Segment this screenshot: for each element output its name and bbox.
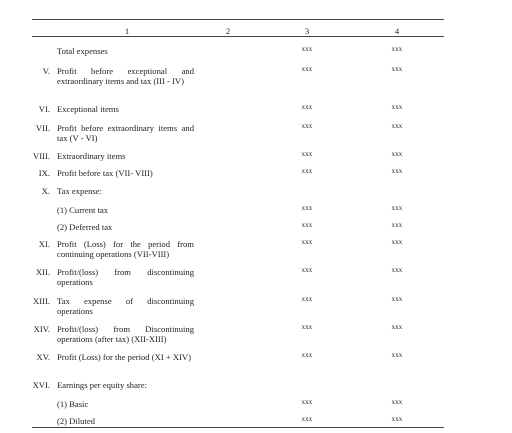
col3-value: xxx [301,66,313,73]
row-number: XIV. [33,324,50,334]
row-number: X. [41,186,50,196]
bottom-rule [32,427,444,428]
row-label: Profit before exceptional and extraordinary items and tax (III - IV) [57,66,194,86]
row-label: Exceptional items [57,104,119,114]
row-label: Profit/(loss) from discontinuing operations [57,267,194,287]
col4-value: xxx [391,399,403,406]
col4-value: xxx [391,151,403,158]
row-label: Profit (Loss) for the period (XI + XIV) [57,352,191,362]
row-number: XIII. [33,296,50,306]
col3-value: xxx [301,205,313,212]
col4-value: xxx [391,352,403,359]
col3-value: xxx [301,151,313,158]
row-number: V. [42,66,50,76]
row-number: XV. [36,352,50,362]
row-label: Profit/(loss) from Discontinuing operations (after tax) (XII-XIII) [57,324,194,344]
col3-value: xxx [301,267,313,274]
row-label: Extraordinary items [57,151,126,161]
col4-value: xxx [391,104,403,111]
col4-value: xxx [391,296,403,303]
col-header-1: 1 [124,26,130,36]
top-rule [32,19,444,20]
col3-value: xxx [301,324,313,331]
col3-value: xxx [301,296,313,303]
row-label: Tax expense: [57,186,102,196]
col3-value: xxx [301,104,313,111]
col4-value: xxx [391,205,403,212]
row-label: Total expenses [57,46,108,56]
col4-value: xxx [391,46,403,53]
row-number: VIII. [33,151,50,161]
row-label: (2) Deferred tax [57,222,113,232]
row-label: Earnings per equity share: [57,380,147,390]
col3-value: xxx [301,123,313,130]
col-header-2: 2 [225,26,231,36]
col3-value: xxx [301,222,313,229]
row-label: (1) Basic [57,399,89,409]
col3-value: xxx [301,416,313,423]
row-number: XII. [35,267,50,277]
row-number: IX. [38,168,50,178]
col3-value: xxx [301,168,313,175]
col4-value: xxx [391,168,403,175]
col4-value: xxx [391,239,403,246]
col4-value: xxx [391,123,403,130]
col3-value: xxx [301,399,313,406]
row-label: Profit before extraordinary items and tax (V - VI) [57,123,194,143]
col3-value: xxx [301,239,313,246]
col4-value: xxx [391,416,403,423]
col-header-3: 3 [304,26,310,36]
col4-value: xxx [391,222,403,229]
row-number: VII. [35,123,50,133]
row-label: Profit (Loss) for the period from continuing operations (VII-VIII) [57,239,194,259]
row-label: Profit before tax (VII- VIII) [57,168,153,178]
row-label: (1) Current tax [57,205,109,215]
row-label: Tax expense of discontinuing operations [57,296,194,316]
col4-value: xxx [391,324,403,331]
col4-value: xxx [391,66,403,73]
row-number: VI. [38,104,50,114]
row-number: XI. [38,239,50,249]
header-rule [32,36,444,37]
col3-value: xxx [301,352,313,359]
col-header-4: 4 [394,26,400,36]
col3-value: xxx [301,46,313,53]
row-label: (2) Diluted [57,416,95,426]
col4-value: xxx [391,267,403,274]
row-number: XVI. [32,380,50,390]
